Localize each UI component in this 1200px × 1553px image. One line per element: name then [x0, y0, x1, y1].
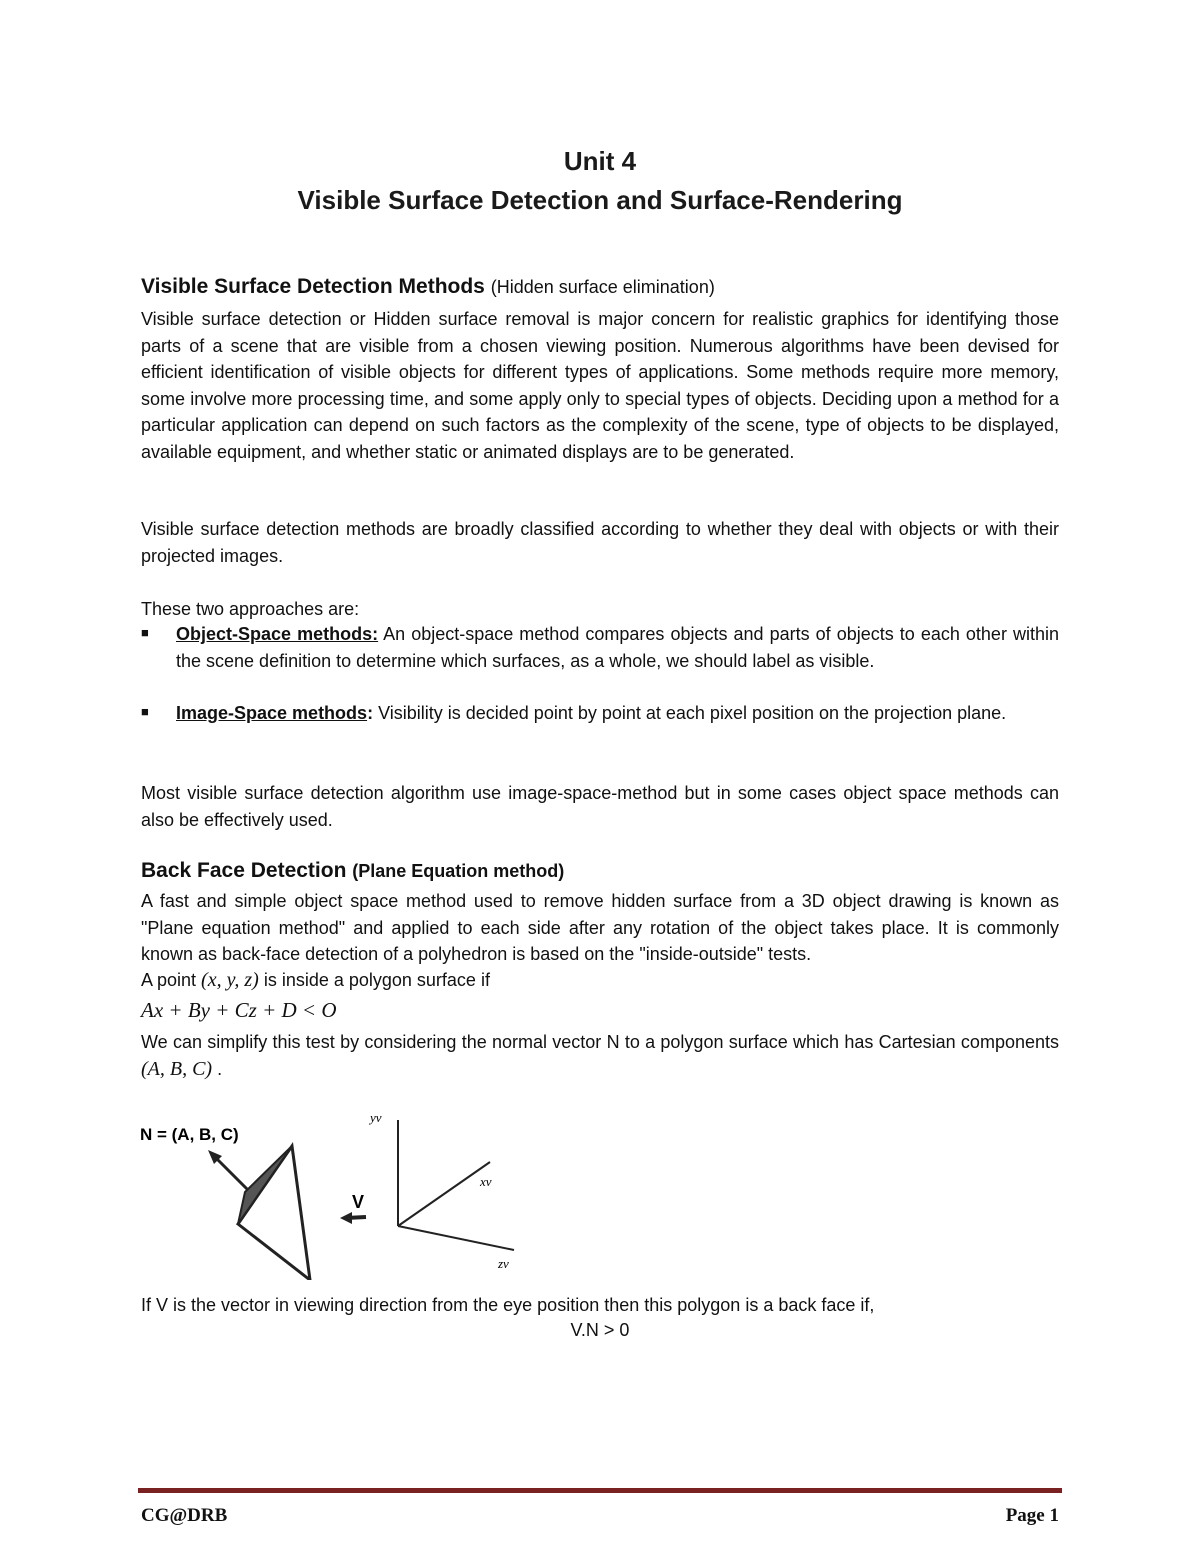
- bullet-square-icon: ■: [141, 625, 149, 640]
- normal-vector-paragraph: [141, 1029, 1059, 1082]
- bullet-text: Visibility is decided point by point at each pixel position on the projection plane.: [373, 703, 1007, 723]
- back-face-figure: [130, 1100, 530, 1280]
- z-axis-label: zv: [498, 1256, 509, 1271]
- components-math: (A, B, C): [141, 1057, 213, 1080]
- para-prefix: We can simplify this test by considering the normal vector N to a polygon surface which has Cartesian components: [141, 1032, 1059, 1052]
- bullet-square-icon: ■: [141, 704, 149, 719]
- footer-page-number: Page 1: [1005, 1505, 1059, 1526]
- plane-inequality: Ax + By + Cz + D < O: [141, 998, 337, 1022]
- point-math: (x, y, z): [201, 969, 259, 991]
- back-face-paragraph: A fast and simple object space method used to remove hidden surface from a 3D object drawing is known as "Plane equation method" and applied to each side after any rotation of the object takes place. It is commonly known as back-face detection of a polyhedron is based on the "inside-outside" tests.: [141, 891, 1059, 964]
- y-axis-label: yv: [370, 1110, 382, 1125]
- point-prefix: A point: [141, 970, 202, 990]
- summary-paragraph: Most visible surface detection algorithm use image-space-method but in some cases object space methods can also be effectively used.: [141, 783, 1059, 830]
- z-axis: [398, 1226, 514, 1250]
- intro-paragraph: Visible surface detection or Hidden surface removal is major concern for realistic graphics for identifying those parts of a scene that are visible from a chosen viewing position. Numerous algorithms have been devised for efficient identification of visible objects for different types of applications. Some methods require more memory, some involve more processing time, and some apply only to special types of objects. Deciding upon a method for a particular application can depend on such factors as the complexity of the scene, type of objects to be displayed, available equipment, and whether static or animated displays are to be generated.: [141, 309, 1059, 462]
- chapter-title: Visible Surface Detection and Surface-Rendering: [297, 185, 903, 215]
- heading-text: Visible Surface Detection Methods: [141, 275, 485, 298]
- normal-vector-arrow: [213, 1155, 248, 1190]
- term-image-space: Image-Space methods: [176, 703, 368, 723]
- section-heading-back-face: [141, 858, 1059, 885]
- heading-note: (Plane Equation method): [352, 861, 565, 881]
- point-suffix: is inside a polygon surface if: [258, 970, 490, 990]
- footer-author: CG@DRB: [141, 1505, 228, 1526]
- approaches-intro: These two approaches are:: [141, 599, 360, 619]
- view-arrow-head: [340, 1212, 352, 1224]
- para-suffix: .: [212, 1058, 223, 1079]
- normal-label: N = (A, B, C): [140, 1125, 239, 1144]
- heading-text: Back Face Detection: [141, 859, 347, 882]
- back-face-condition-paragraph: If V is the vector in viewing direction from the eye position then this polygon is a back face if,: [141, 1295, 875, 1315]
- classification-paragraph: Visible surface detection methods are broadly classified according to whether they deal with objects or with their projected images.: [141, 519, 1059, 566]
- back-face-condition: V.N > 0: [570, 1320, 630, 1340]
- bullet-object-space: [176, 621, 1059, 674]
- section-heading-visible-surface: [141, 274, 1059, 301]
- heading-note: (Hidden surface elimination): [490, 277, 715, 297]
- x-axis-label: xv: [480, 1174, 492, 1189]
- point-condition-line: [141, 967, 1059, 994]
- bullet-image-space: [176, 700, 1059, 727]
- footer-rule: [138, 1488, 1062, 1493]
- bullet-text: An object-space method compares objects and parts of objects to each other within the scene definition to determine which surfaces, as a whole, we should label as visible.: [176, 624, 1059, 671]
- polygon-shaded-face: [238, 1146, 292, 1224]
- term-object-space: Object-Space methods:: [176, 624, 379, 644]
- unit-title: Unit 4: [563, 146, 637, 176]
- x-axis: [398, 1162, 490, 1226]
- term-colon: :: [367, 703, 374, 723]
- view-label: V: [352, 1192, 365, 1212]
